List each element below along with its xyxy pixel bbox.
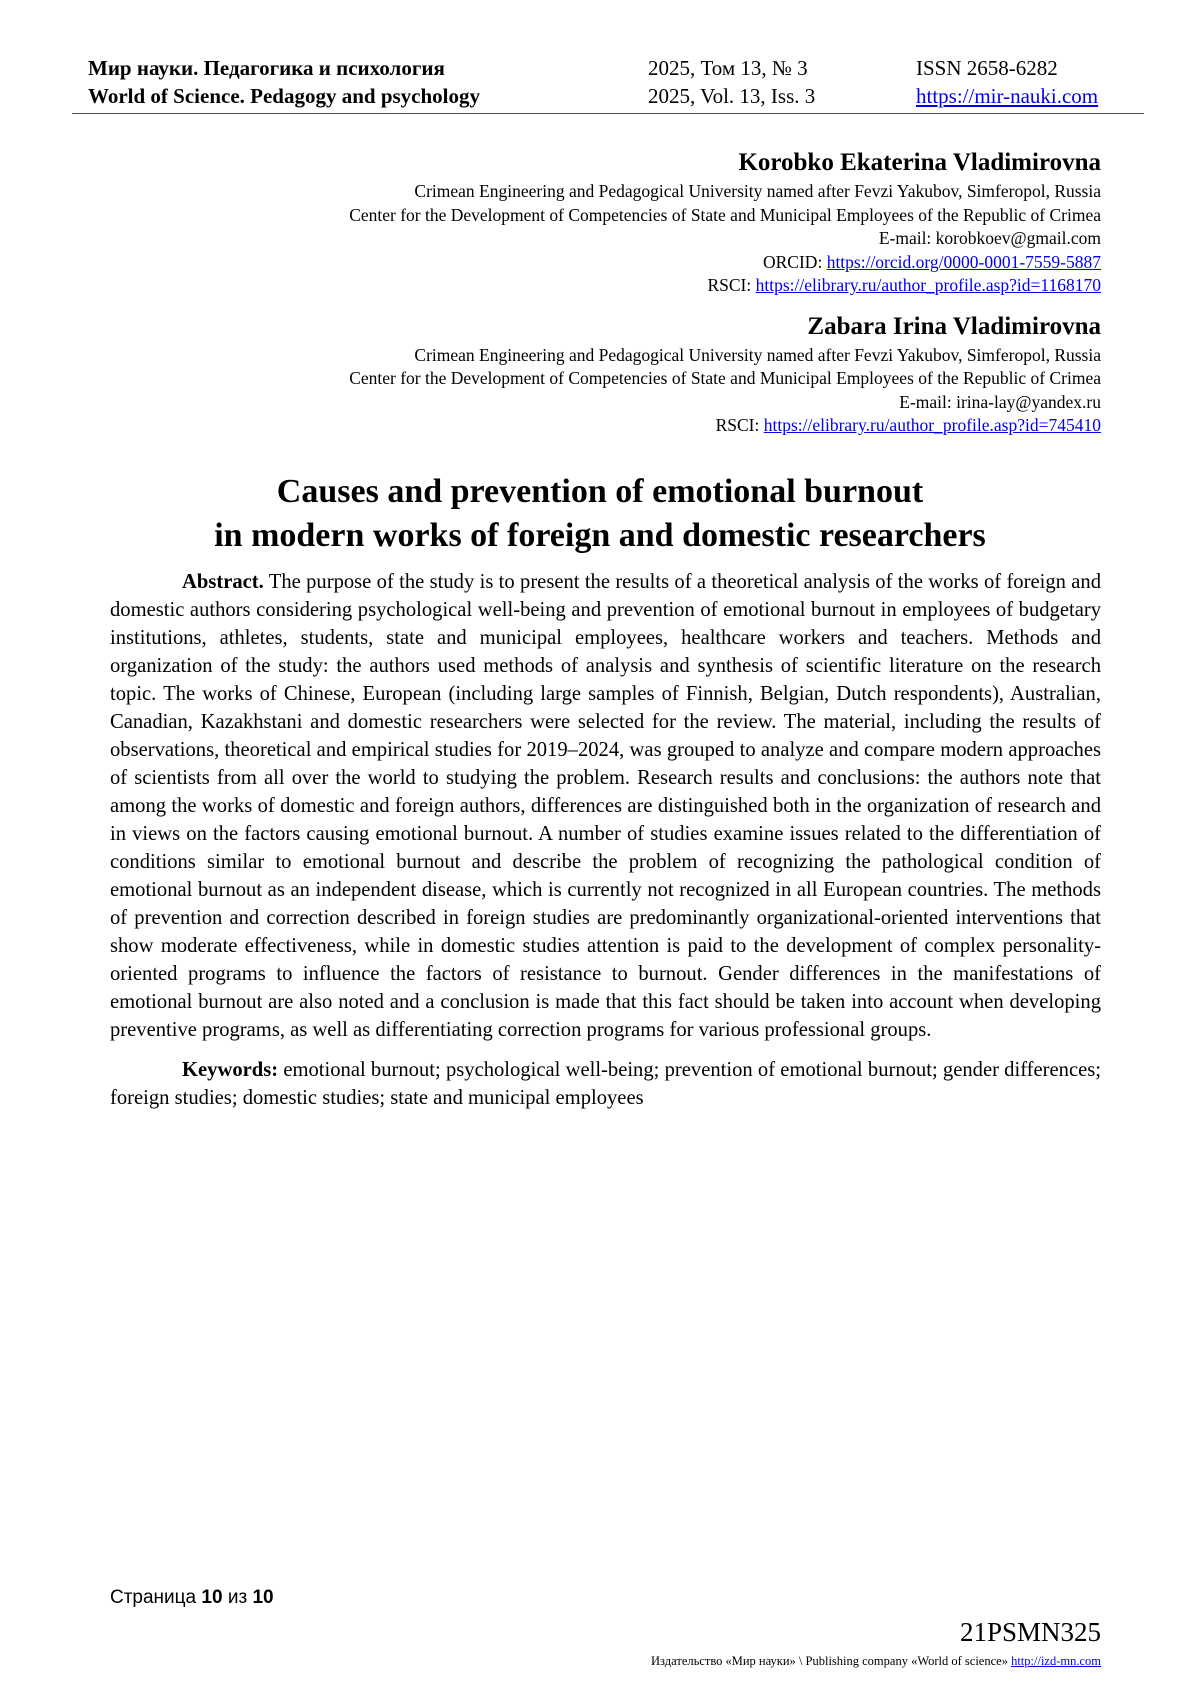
keywords-paragraph (110, 1056, 1101, 1112)
journal-name-ru: Мир науки. Педагогика и психология (88, 56, 445, 80)
publisher-text: Издательство «Мир науки» \ Publishing company «World of science» (651, 1654, 1008, 1668)
author-1 (101, 146, 1101, 298)
article-code: 21PSMN325 (959, 1617, 1101, 1647)
article-title (60, 470, 1140, 558)
author-email: E-mail: irina-lay@yandex.ru (899, 391, 1101, 412)
journal-name-en: World of Science. Pedagogy and psychology (88, 84, 481, 108)
author-2 (101, 310, 1101, 438)
affiliation: Center for the Development of Competencies of State and Municipal Employees of the Republic of Crimea (349, 204, 1101, 225)
author-list (101, 146, 1101, 450)
issn: ISSN 2658-6282 (916, 56, 1058, 80)
rsci-link[interactable]: https://elibrary.ru/author_profile.asp?id=1168170 (755, 275, 1101, 295)
page-current: 10 (201, 1587, 223, 1608)
publisher-link[interactable]: http://izd-mn.com (1011, 1654, 1101, 1668)
affiliation: Center for the Development of Competencies of State and Municipal Employees of the Republic of Crimea (349, 368, 1101, 388)
issue-en: 2025, Vol. 13, Iss. 3 (648, 84, 816, 108)
publisher-line (651, 1654, 1101, 1669)
issue-ru: 2025, Том 13, № 3 (648, 56, 808, 80)
keywords-text: emotional burnout; psychological well-being; prevention of emotional burnout; gender differences; foreign studies; domestic studies; state and municipal employees (110, 1059, 1101, 1109)
author-email: E-mail: korobkoev@gmail.com (878, 228, 1101, 248)
title-line-2: in modern works of foreign and domestic researchers (214, 517, 986, 554)
author-orcid: ORCID: https://orcid.org/0000-0001-7559-5887 (763, 251, 1101, 272)
rsci-link[interactable]: https://elibrary.ru/author_profile.asp?id=745410 (763, 415, 1101, 435)
page-counter: Страница 10 из 10 (110, 1587, 274, 1608)
orcid-link[interactable]: https://orcid.org/0000-0001-7559-5887 (826, 251, 1101, 272)
author-name: Korobko Ekaterina Vladimirovna (738, 149, 1101, 176)
issn-block (916, 54, 1098, 110)
page-total: 10 (252, 1587, 274, 1608)
journal-site-link[interactable]: https://mir-nauki.com (916, 84, 1099, 108)
journal-name (88, 54, 480, 110)
abstract-paragraph (110, 568, 1101, 1044)
journal-header (72, 50, 1144, 114)
abstract-text: The purpose of the study is to present the results of a theoretical analysis of the works of foreign and domestic authors considering psychological well-being and prevention of emotional burnout in employees of budgetary institutions, athletes, students, state and municipal employees, healthcare workers and teachers. Methods and organization of the study: the authors used methods of analysis and synthesis of scientific literature on the research topic. The works of Chinese, European (including large samples of Finnish, Belgian, Dutch respondents), Australian, Canadian, Kazakhstani and domestic researchers were selected for the review. The material, including the results of observations, theoretical and empirical studies for 2019–2024, was grouped to analyze and compare modern approaches of scientists from all over the world to studying the problem. Research results and conclusions: the authors note that among the works of domestic and foreign authors, differences are distinguished both in the organization of research and in views on the factors causing emotional burnout. A number of studies examine issues related to the differentiation of conditions similar to emotional burnout and describe the problem of recognizing the pathological condition of emotional burnout as an independent disease, which is currently not recognized in all European countries. The methods of prevention and correction described in foreign studies are predominantly organizational-oriented interventions that show moderate effectiveness, while in domestic studies attention is paid to the development of complex personality-oriented programs to influence the factors of resistance to burnout. Gender differences in the manifestations of emotional burnout are also noted and a conclusion is made that this fact should be taken into account when developing preventive programs, as well as differentiating correction programs for various professional groups. (110, 571, 1101, 1041)
author-rsci: RSCI: https://elibrary.ru/author_profile.asp?id=745410 (715, 415, 1101, 435)
keywords-label: Keywords: (182, 1059, 279, 1081)
abstract-section (110, 568, 1101, 1112)
issue-info (648, 54, 815, 110)
affiliation: Crimean Engineering and Pedagogical University named after Fevzi Yakubov, Simferopol, Russia (414, 181, 1101, 201)
author-rsci: RSCI: https://elibrary.ru/author_profile.asp?id=1168170 (707, 275, 1101, 295)
title-line-1: Causes and prevention of emotional burnout (276, 473, 924, 510)
abstract-label: Abstract. (182, 571, 264, 593)
affiliation: Crimean Engineering and Pedagogical University named after Fevzi Yakubov, Simferopol, Russia (414, 344, 1101, 365)
author-name: Zabara Irina Vladimirovna (807, 312, 1101, 340)
